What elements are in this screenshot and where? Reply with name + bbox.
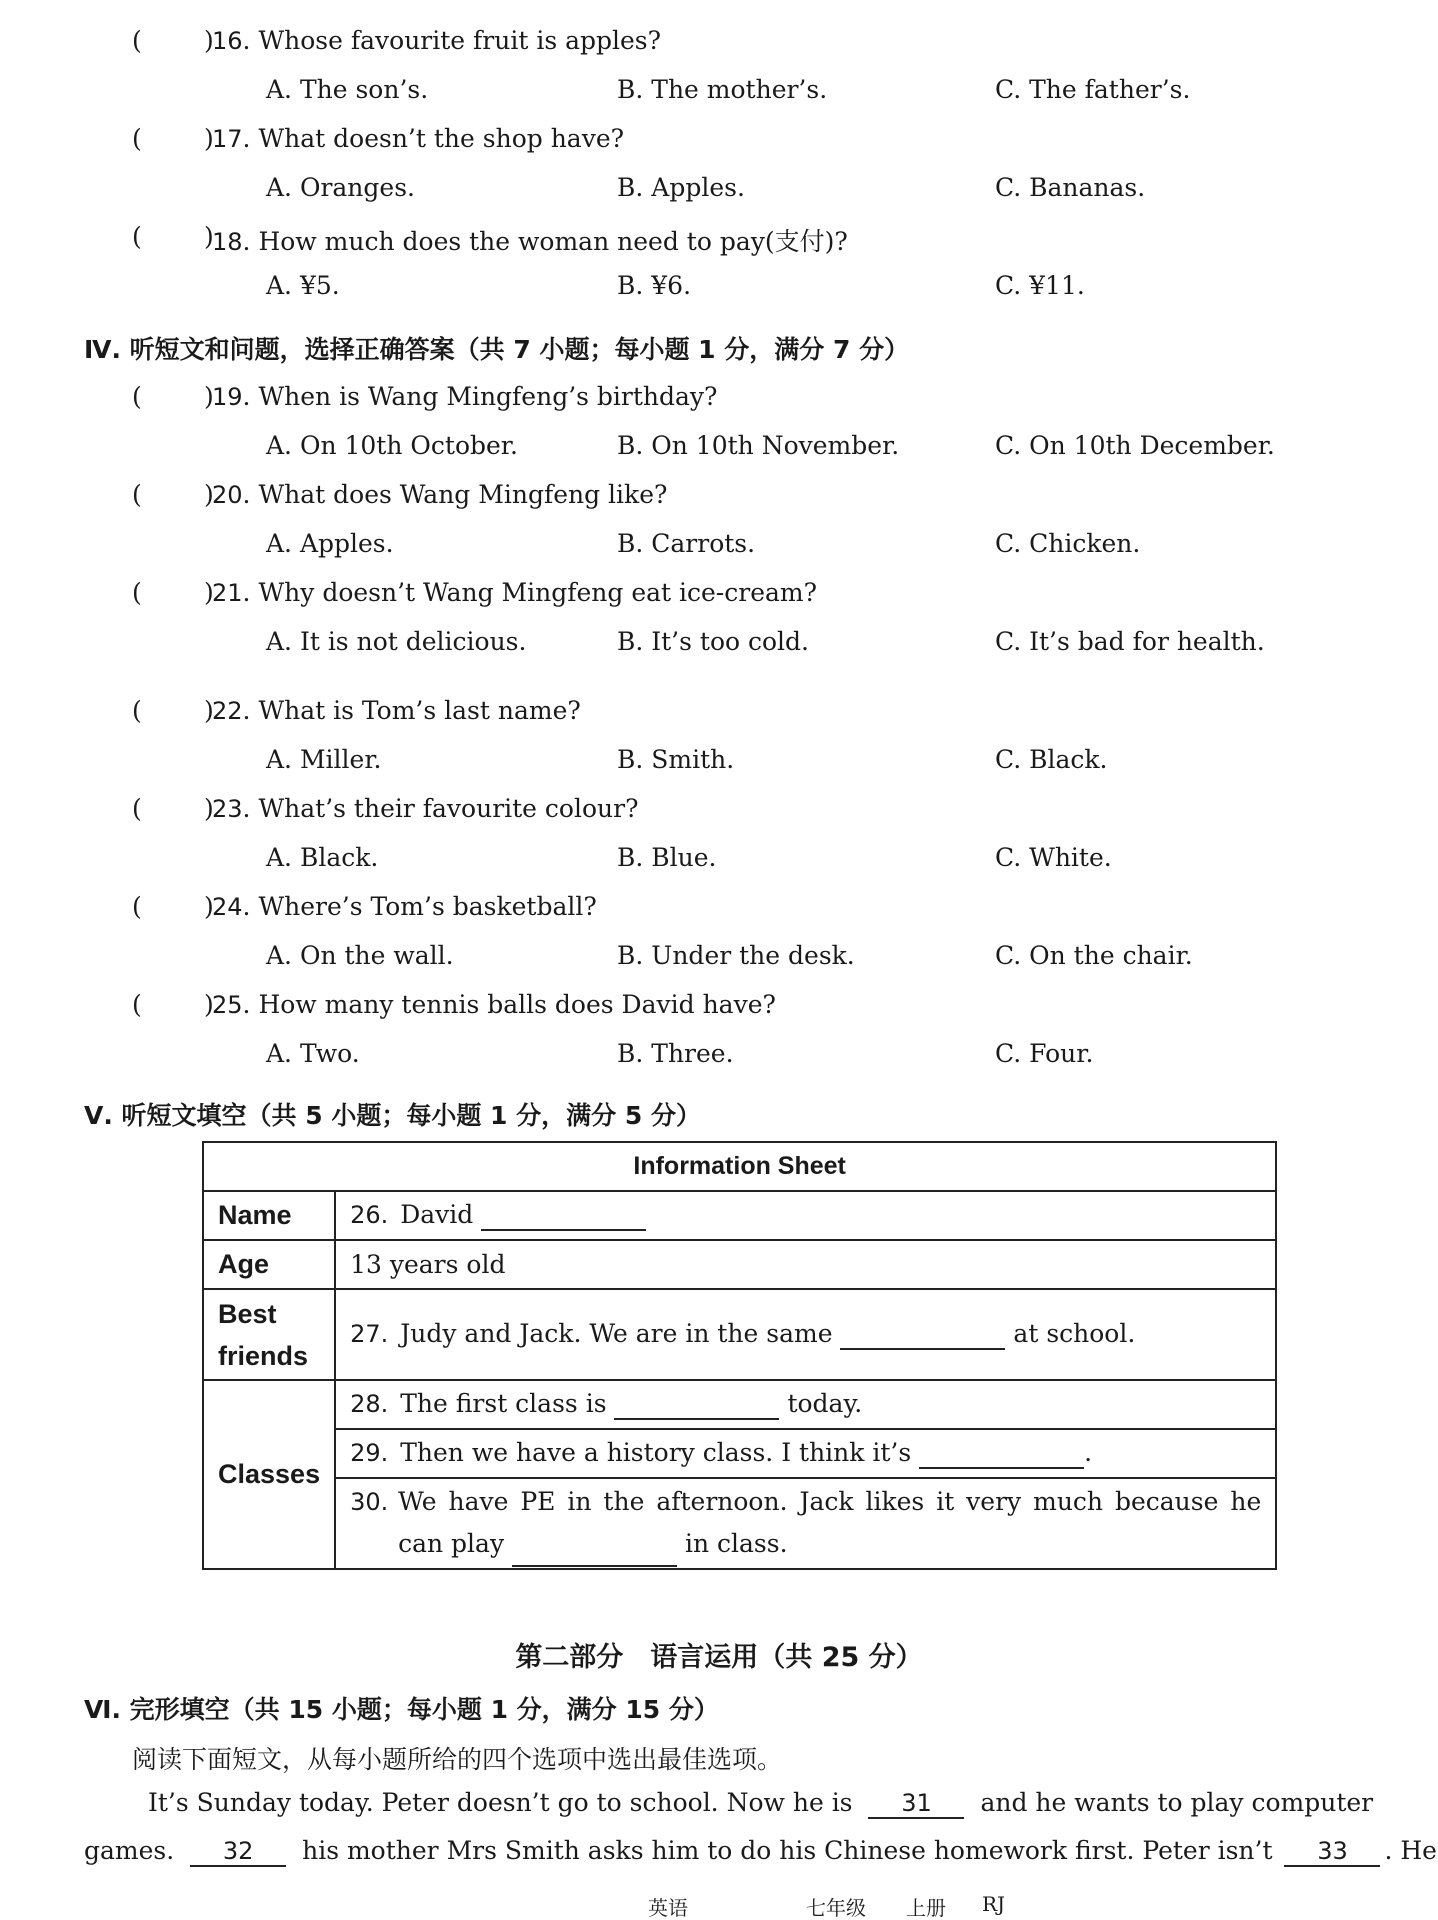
option-c: C. ¥11. — [995, 271, 1085, 300]
option-b: B. Smith. — [617, 745, 735, 774]
option-a: A. The son’s. — [266, 75, 429, 104]
option-b: B. Under the desk. — [617, 941, 855, 970]
footer-edition: RJ — [982, 1892, 1006, 1916]
label-classes: Classes — [203, 1380, 335, 1569]
cloze-blank-32[interactable]: 32 — [190, 1837, 286, 1867]
label-name: Name — [203, 1191, 335, 1240]
option-a: A. Two. — [266, 1039, 360, 1068]
option-c: C. Four. — [995, 1039, 1094, 1068]
row-class-30: 30. We have PE in the afternoon. Jack likes it very much because he can play in class. — [335, 1478, 1276, 1569]
answer-bracket[interactable]: ( ) — [132, 222, 214, 251]
option-b: B. Blue. — [617, 843, 717, 872]
question-text: 23. What’s their favourite colour? — [212, 794, 639, 823]
section-6-heading: Ⅵ. 完形填空（共 15 小题；每小题 1 分，满分 15 分） — [84, 1695, 719, 1724]
cloze-line-2: games. 32 his mother Mrs Smith asks him to do his Chinese homework first. Peter isn’t 33 . He — [84, 1836, 1437, 1865]
option-b: B. Carrots. — [617, 529, 756, 558]
label-age: Age — [203, 1240, 335, 1289]
option-c: C. On the chair. — [995, 941, 1193, 970]
question-text: 25. How many tennis balls does David have? — [212, 990, 776, 1019]
option-c: C. Black. — [995, 745, 1108, 774]
option-b: B. Three. — [617, 1039, 734, 1068]
answer-bracket[interactable]: ( ) — [132, 578, 214, 607]
question-text: 22. What is Tom’s last name? — [212, 696, 581, 725]
cloze-line-1: It’s Sunday today. Peter doesn’t go to school. Now he is 31 and he wants to play computer — [148, 1788, 1374, 1817]
option-a: A. It is not delicious. — [266, 627, 527, 656]
option-b: B. It’s too cold. — [617, 627, 810, 656]
section-6-instruction: 阅读下面短文，从每小题所给的四个选项中选出最佳选项。 — [132, 1745, 783, 1774]
option-b: B. On 10th November. — [617, 431, 900, 460]
information-sheet-table — [202, 1141, 1277, 1570]
option-c: C. Chicken. — [995, 529, 1141, 558]
table-title: Information Sheet — [203, 1142, 1276, 1191]
option-a: A. Black. — [266, 843, 379, 872]
option-c: C. On 10th December. — [995, 431, 1275, 460]
option-a: A. Miller. — [266, 745, 382, 774]
answer-bracket[interactable]: ( ) — [132, 696, 214, 725]
option-c: C. The father’s. — [995, 75, 1191, 104]
option-a: A. Oranges. — [266, 173, 415, 202]
option-a: A. On 10th October. — [266, 431, 518, 460]
row-name: 26. David — [335, 1191, 1276, 1240]
question-text: 20. What does Wang Mingfeng like? — [212, 480, 668, 509]
answer-bracket[interactable]: ( ) — [132, 382, 214, 411]
option-a: A. Apples. — [266, 529, 394, 558]
answer-bracket[interactable]: ( ) — [132, 892, 214, 921]
blank-28[interactable] — [614, 1389, 779, 1420]
blank-26[interactable] — [481, 1200, 646, 1231]
option-b: B. Apples. — [617, 173, 745, 202]
footer-subject: 英语 — [648, 1896, 688, 1920]
question-text: 18. How much does the woman need to pay(支付)? — [212, 227, 848, 256]
row-best-friends: 27. Judy and Jack. We are in the same at school. — [335, 1289, 1276, 1380]
blank-29[interactable] — [919, 1438, 1084, 1469]
option-c: C. Bananas. — [995, 173, 1146, 202]
option-c: C. White. — [995, 843, 1112, 872]
cloze-blank-31[interactable]: 31 — [868, 1789, 964, 1819]
blank-27[interactable] — [840, 1319, 1005, 1350]
option-b: B. ¥6. — [617, 271, 692, 300]
question-text: 17. What doesn’t the shop have? — [212, 124, 625, 153]
blank-30[interactable] — [512, 1523, 677, 1567]
question-text: 19. When is Wang Mingfeng’s birthday? — [212, 382, 718, 411]
question-text: 24. Where’s Tom’s basketball? — [212, 892, 597, 921]
option-a: A. On the wall. — [266, 941, 454, 970]
option-c: C. It’s bad for health. — [995, 627, 1265, 656]
answer-bracket[interactable]: ( ) — [132, 480, 214, 509]
row-class-28: 28. The first class is today. — [335, 1380, 1276, 1429]
answer-bracket[interactable]: ( ) — [132, 794, 214, 823]
row-age: 13 years old — [335, 1240, 1276, 1289]
part-2-heading: 第二部分 语言运用（共 25 分） — [515, 1642, 923, 1673]
answer-bracket[interactable]: ( ) — [132, 26, 214, 55]
answer-bracket[interactable]: ( ) — [132, 990, 214, 1019]
footer-grade: 七年级 — [806, 1896, 866, 1920]
label-best-friends: Best friends — [203, 1289, 335, 1380]
answer-bracket[interactable]: ( ) — [132, 124, 214, 153]
option-a: A. ¥5. — [266, 271, 340, 300]
question-text: 21. Why doesn’t Wang Mingfeng eat ice-cream? — [212, 578, 818, 607]
option-b: B. The mother’s. — [617, 75, 828, 104]
section-4-heading: Ⅳ. 听短文和问题，选择正确答案（共 7 小题；每小题 1 分，满分 7 分） — [84, 335, 910, 364]
footer-volume: 上册 — [906, 1896, 946, 1920]
row-class-29: 29. Then we have a history class. I think it’s . — [335, 1429, 1276, 1478]
question-text: 16. Whose favourite fruit is apples? — [212, 26, 662, 55]
section-5-heading: Ⅴ. 听短文填空（共 5 小题；每小题 1 分，满分 5 分） — [84, 1101, 701, 1130]
cloze-blank-33[interactable]: 33 — [1284, 1837, 1380, 1867]
